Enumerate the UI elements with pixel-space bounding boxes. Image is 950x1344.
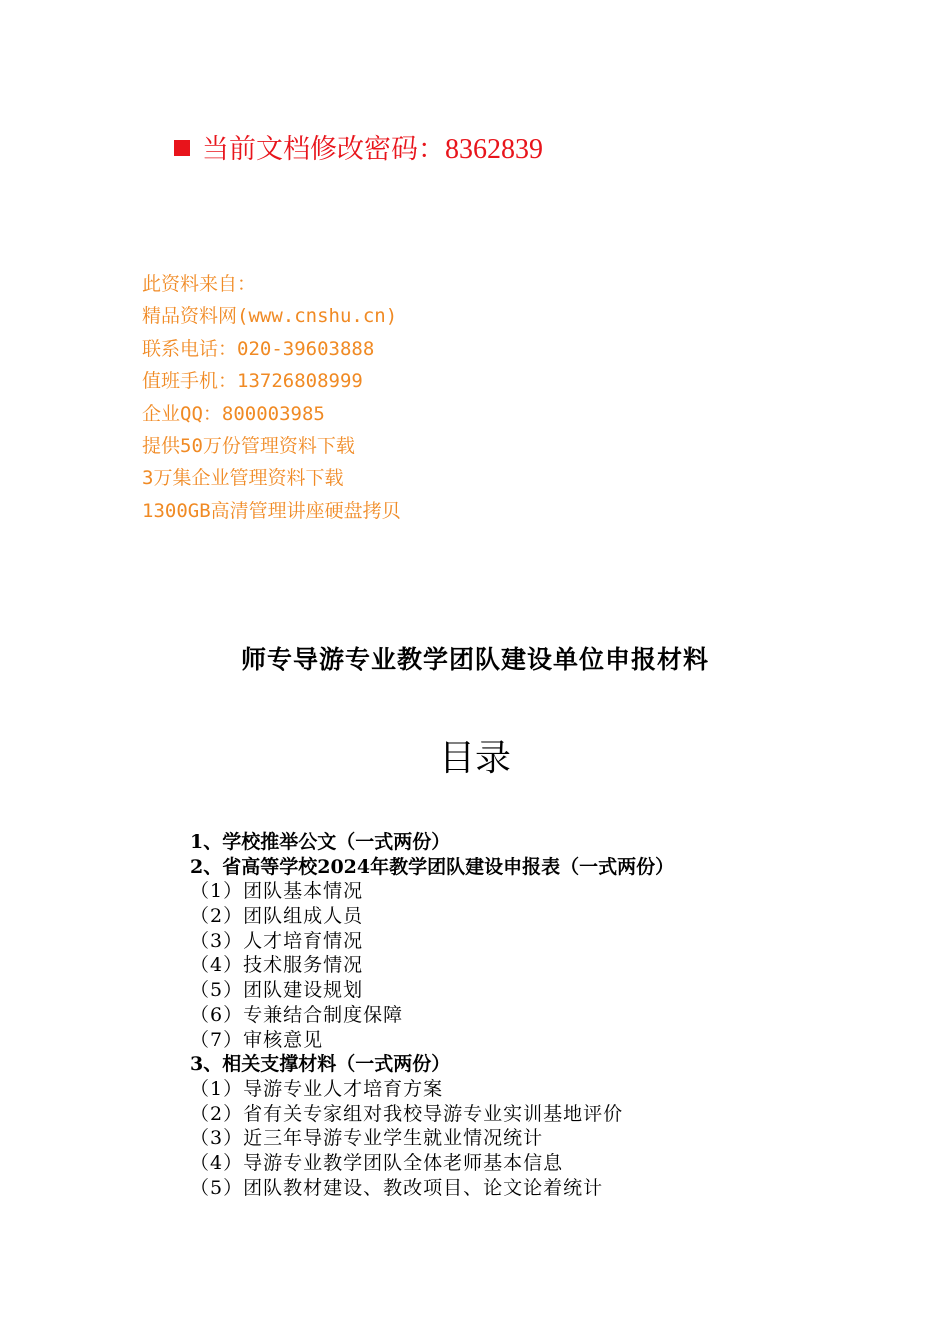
document-title: 师专导游专业教学团队建设单位申报材料 [240, 645, 709, 674]
toc-subitem: （1）导游专业人才培育方案 [190, 1077, 444, 1100]
info-line-mobile: 值班手机：13726808999 [142, 370, 363, 393]
toc-subitem: （1）团队基本情况 [190, 880, 364, 903]
password-label: 当前文档修改密码： [202, 134, 445, 165]
info-line-offer-3: 1300GB高清管理讲座硬盘拷贝 [142, 499, 401, 522]
toc-item: 3、相关支撑材料（一式两份） [190, 1053, 451, 1076]
toc-subitem: （2）团队组成人员 [190, 905, 364, 928]
toc-subitem: （4）导游专业教学团队全体老师基本信息 [190, 1151, 564, 1174]
toc-item: 1、学校推举公文（一式两份） [190, 831, 451, 853]
toc-subitem: （3）近三年导游专业学生就业情况统计 [190, 1127, 544, 1150]
info-line-offer-1: 提供50万份管理资料下载 [142, 434, 355, 457]
toc-subitem: （4）技术服务情况 [190, 954, 364, 977]
toc-subitem: （6）专兼结合制度保障 [190, 1003, 404, 1026]
square-bullet-icon [174, 140, 190, 156]
password-notice [174, 130, 543, 170]
toc-subitem: （5）团队教材建设、教改项目、论文论着统计 [190, 1176, 604, 1199]
toc-subitem: （3）人才培育情况 [190, 929, 364, 952]
password-code: 8362839 [445, 134, 543, 165]
info-line-phone: 联系电话：020-39603888 [142, 337, 375, 360]
source-info-block [142, 268, 401, 527]
table-of-contents [190, 830, 674, 1200]
toc-item: 2、省高等学校2024年教学团队建设申报表（一式两份） [190, 855, 675, 878]
info-line-source: 此资料来自： [142, 273, 257, 295]
toc-heading: 目录 [438, 738, 511, 779]
toc-subitem: （2）省有关专家组对我校导游专业实训基地评价 [190, 1102, 624, 1125]
info-line-website: 精品资料网(www.cnshu.cn) [142, 305, 398, 328]
toc-subitem: （7）审核意见 [190, 1028, 324, 1051]
info-line-qq: 企业QQ：800003985 [142, 402, 325, 425]
info-line-offer-2: 3万集企业管理资料下载 [142, 467, 344, 490]
toc-subitem: （5）团队建设规划 [190, 979, 364, 1002]
